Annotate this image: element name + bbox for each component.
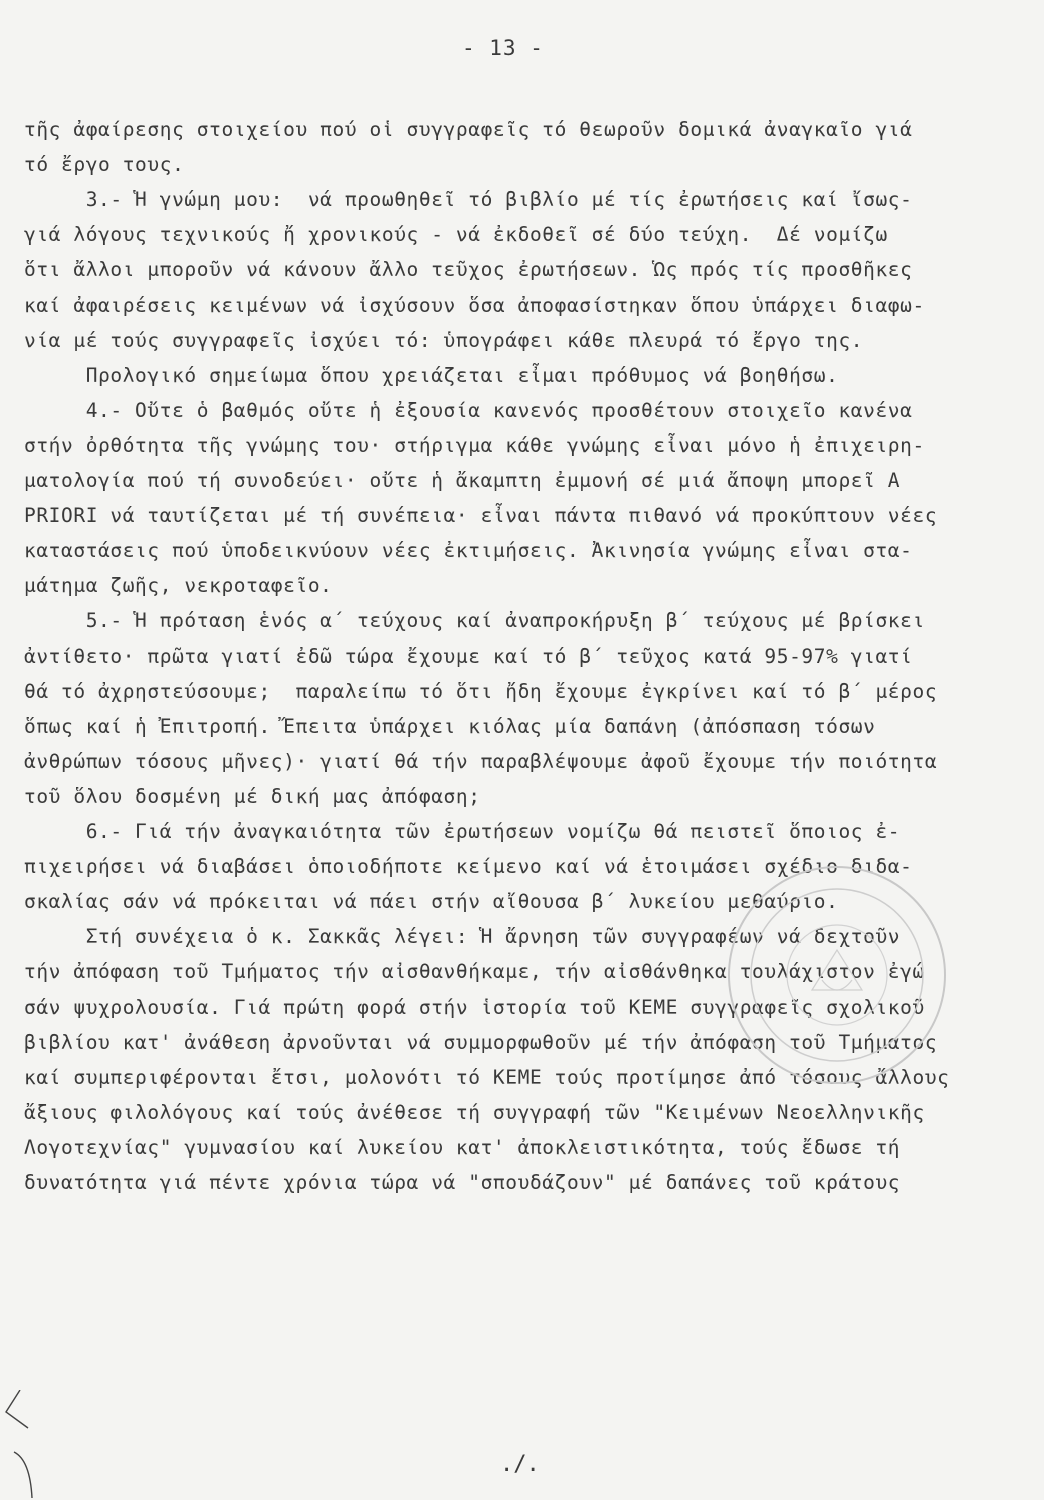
text-line: ὅπως καί ἡ Ἐπιτροπή. Ἔπειτα ὑπάρχει κιόλας μία δαπάνη (ἀπόσπαση τόσων	[24, 714, 876, 738]
text-line: δυνατότητα γιά πέντε χρόνια τώρα νά "σπουδάζουν" μέ δαπάνες τοῦ κράτους	[24, 1171, 901, 1194]
text-line: στήν ὀρθότητα τῆς γνώμης του· στήριγμα κάθε γνώμης εἶναι μόνο ἡ ἐπιχειρη-	[24, 433, 925, 457]
text-line: ἀνθρώπων τόσους μῆνες)· γιατί θά τήν παραβλέψουμε ἀφοῦ ἔχουμε τήν ποιότητα	[24, 749, 938, 773]
text-line: 4.- Οὔτε ὁ βαθμός οὔτε ἡ ἐξουσία κανενός προσθέτουν στοιχεῖο κανένα	[24, 398, 913, 422]
text-line: Στή συνέχεια ὁ κ. Σακκᾶς λέγει: Ἡ ἄρνηση τῶν συγγραφέων νά δεχτοῦν	[24, 925, 901, 949]
text-line: PRIORI νά ταυτίζεται μέ τή συνέπεια· εἶναι πάντα πιθανό νά προκύπτουν νέες	[24, 504, 938, 528]
margin-pen-mark-icon	[0, 1390, 60, 1500]
text-line: ματολογία πού τή συνοδεύει· οὔτε ἡ ἄκαμπτη ἐμμονή σέ μιά ἄποψη μπορεῖ A	[24, 469, 901, 492]
text-line: βιβλίου κατ' ἀνάθεση ἀρνοῦνται νά συμμορφωθοῦν μέ τήν ἀπόφαση τοῦ Τμήματος	[24, 1030, 938, 1054]
text-line: νία μέ τούς συγγραφεῖς ἰσχύει τό: ὑπογράφει κάθε πλευρά τό ἔργο της.	[24, 328, 864, 352]
text-line: σκαλίας σάν νά πρόκειται νά πάει στήν αἴθουσα β΄ λυκείου μεθαύριο.	[24, 890, 839, 914]
text-line: 3.- Ἡ γνώμη μου: νά προωθηθεῖ τό βιβλίο μέ τίς ἐρωτήσεις καί ἴσως-	[24, 188, 913, 212]
text-line: ἀντίθετο· πρῶτα γιατί ἐδῶ τώρα ἔχουμε καί τό β΄ τεῦχος κατά 95-97% γιατί	[24, 644, 913, 668]
text-line: τό ἔργο τους.	[24, 153, 185, 177]
text-line: ὅτι ἄλλοι μποροῦν νά κάνουν ἄλλο τεῦχος ἐρωτήσεων. Ὡς πρός τίς προσθῆκες	[24, 258, 913, 282]
text-line: τοῦ ὅλου δοσμένη μέ δική μας ἀπόφαση;	[24, 784, 481, 808]
page-number: - 13 -	[462, 36, 544, 60]
text-line: Λογοτεχνίας" γυμνασίου καί λυκείου κατ' ἀποκλειστικότητα, τούς ἔδωσε τή	[24, 1135, 901, 1159]
text-line: 5.- Ἡ πρόταση ἑνός α΄ τεύχους καί ἀναπροκήρυξη β΄ τεύχους μέ βρίσκει	[24, 609, 925, 633]
text-line: τήν ἀπόφαση τοῦ Τμήματος τήν αἰσθανθήκαμε, τήν αἰσθάνθηκα τουλάχιστον ἐγώ	[24, 960, 925, 984]
text-line: σάν ψυχρολουσία. Γιά πρώτη φορά στήν ἱστορία τοῦ ΚΕΜΕ συγγραφεῖς σχολικοῦ	[24, 995, 925, 1019]
text-line: Προλογικό σημείωμα ὅπου χρειάζεται εἶμαι πρόθυμος νά βοηθήσω.	[24, 363, 839, 387]
end-mark: ./.	[500, 1452, 540, 1477]
text-line: καί συμπεριφέρονται ἔτσι, μολονότι τό ΚΕΜΕ τούς προτίμησε ἀπό τόσους ἄλλους	[24, 1065, 950, 1089]
text-line: πιχειρήσει νά διαβάσει ὁποιοδήποτε κείμενο καί νά ἑτοιμάσει σχέδιο διδα-	[24, 855, 913, 879]
text-line: 6.- Γιά τήν ἀναγκαιότητα τῶν ἐρωτήσεων νομίζω θά πειστεῖ ὅποιος ἐ-	[24, 820, 901, 843]
text-line: γιά λόγους τεχνικούς ἤ χρονικούς - νά ἐκδοθεῖ σέ δύο τεύχη. Δέ νομίζω	[24, 223, 888, 247]
text-line: τῆς ἀφαίρεσης στοιχείου πού οἱ συγγραφεῖς τό θεωροῦν δομικά ἀναγκαῖο γιά	[24, 118, 913, 141]
text-line: καταστάσεις πού ὑποδεικνύουν νέες ἐκτιμήσεις. Ἀκινησία γνώμης εἶναι στα-	[24, 539, 913, 563]
text-line: καί ἀφαιρέσεις κειμένων νά ἰσχύσουν ὅσα ἀποφασίστηκαν ὅπου ὑπάρχει διαφω-	[24, 293, 925, 317]
text-line: ἄξιους φιλολόγους καί τούς ἀνέθεσε τή συγγραφή τῶν "Κειμένων Νεοελληνικῆς	[24, 1100, 925, 1124]
text-line: θά τό ἀχρηστεύσουμε; παραλείπω τό ὅτι ἤδη ἔχουμε ἐγκρίνει καί τό β΄ μέρος	[24, 679, 938, 703]
text-line: μάτημα ζωῆς, νεκροταφεῖο.	[24, 574, 333, 598]
